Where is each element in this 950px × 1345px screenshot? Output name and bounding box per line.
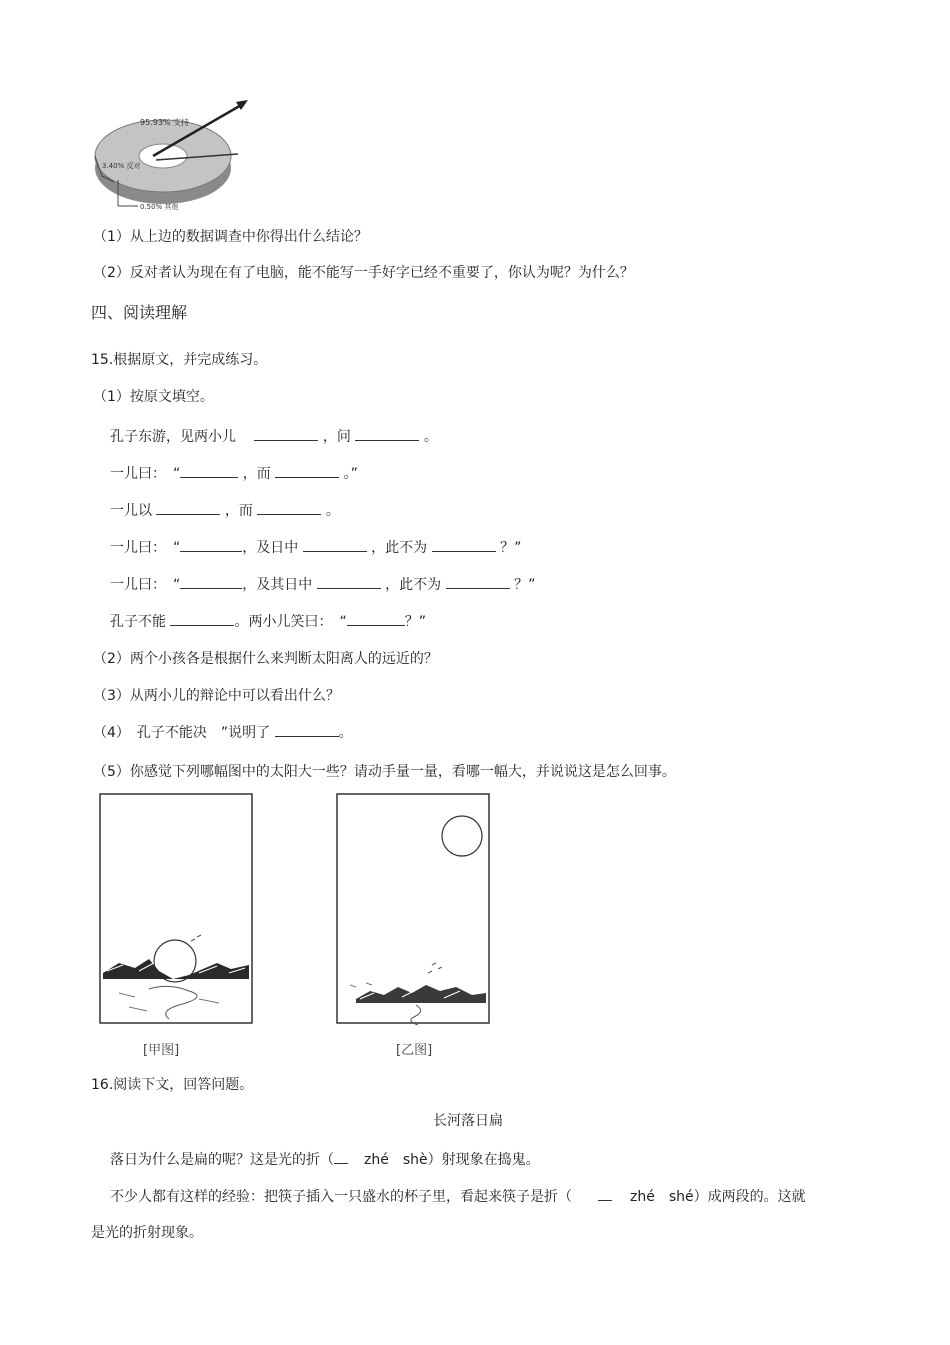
q15-sub5: （5）你感觉下列哪幅图中的太阳大一些？请动手量一量，看哪一幅大，并说说这是怎么回事。 [93,764,676,780]
q14-sub1: （1）从上边的数据调查中你得出什么结论？ [93,229,368,245]
blank[interactable] [275,464,339,478]
figure-b-high-sun [336,793,492,1026]
blank[interactable] [446,575,510,589]
blank[interactable] [303,538,367,552]
passage-para-2: 不少人都有这样的经验：把筷子插入一只盛水的杯子里，看起来筷子是折（ zhé shé）成两段的。这就 [110,1189,806,1205]
label-oppose: 3.40% 反对 [102,162,141,170]
fill-line-6: 孔子不能 。两小儿笑曰： “ ？” [110,614,426,630]
passage-para-1: 落日为什么是扁的呢？这是光的折（ zhé shè）射现象在捣鬼。 [110,1152,540,1168]
q15-sub3: （3）从两小儿的辩论中可以看出什么？ [93,688,340,704]
q15-stem: 15.根据原文，并完成练习。 [91,352,268,368]
blank[interactable] [180,464,238,478]
q16-stem: 16.阅读下文，回答问题。 [91,1077,254,1093]
blank[interactable] [254,427,318,441]
survey-donut-chart [88,98,253,213]
figure-a-setting-sun [99,793,255,1026]
passage-para-2-cont: 是光的折射现象。 [91,1225,203,1241]
fill-line-5: 一儿曰： “ ，及其日中 ，此不为 ？” [110,577,536,593]
passage-title: 长河落日扁 [433,1113,503,1129]
fill-line-1: 孔子东游，见两小儿 ，问 。 [110,429,438,445]
blank[interactable] [355,427,419,441]
fill-line-4: 一儿曰： “ ，及日中 ，此不为 ？” [110,540,522,556]
q15-sub2: （2）两个小孩各是根据什么来判断太阳离人的远近的？ [93,651,438,667]
sun-small-icon [442,816,482,856]
blank[interactable] [334,1150,348,1164]
blank[interactable] [317,575,381,589]
blank[interactable] [432,538,496,552]
q15-sub4: （4） 孔子不能决 ”说明了 。 [93,725,353,741]
label-other: 0.50% 其他 [140,203,179,211]
q14-sub2: （2）反对者认为现在有了电脑，能不能写一手好字已经不重要了，你认为呢？为什么？ [93,265,634,281]
blank[interactable] [156,501,220,515]
blank[interactable] [347,612,405,626]
blank[interactable] [170,612,234,626]
figure-b-caption: [乙图] [396,1043,433,1058]
blank[interactable] [180,538,242,552]
fill-line-2: 一儿曰： “ ，而 。” [110,466,358,482]
blank[interactable] [257,501,321,515]
arrow-head [236,100,248,110]
q15-sub1: （1）按原文填空。 [93,389,214,405]
blank[interactable] [275,723,339,737]
figure-a-caption: [甲图] [143,1043,180,1058]
donut-hole [139,144,187,168]
blank[interactable] [180,575,242,589]
section-heading: 四、阅读理解 [91,303,188,322]
label-support: 95.93% 支持 [140,118,190,127]
fill-line-3: 一儿以 ，而 。 [110,503,340,519]
blank[interactable] [598,1187,612,1201]
